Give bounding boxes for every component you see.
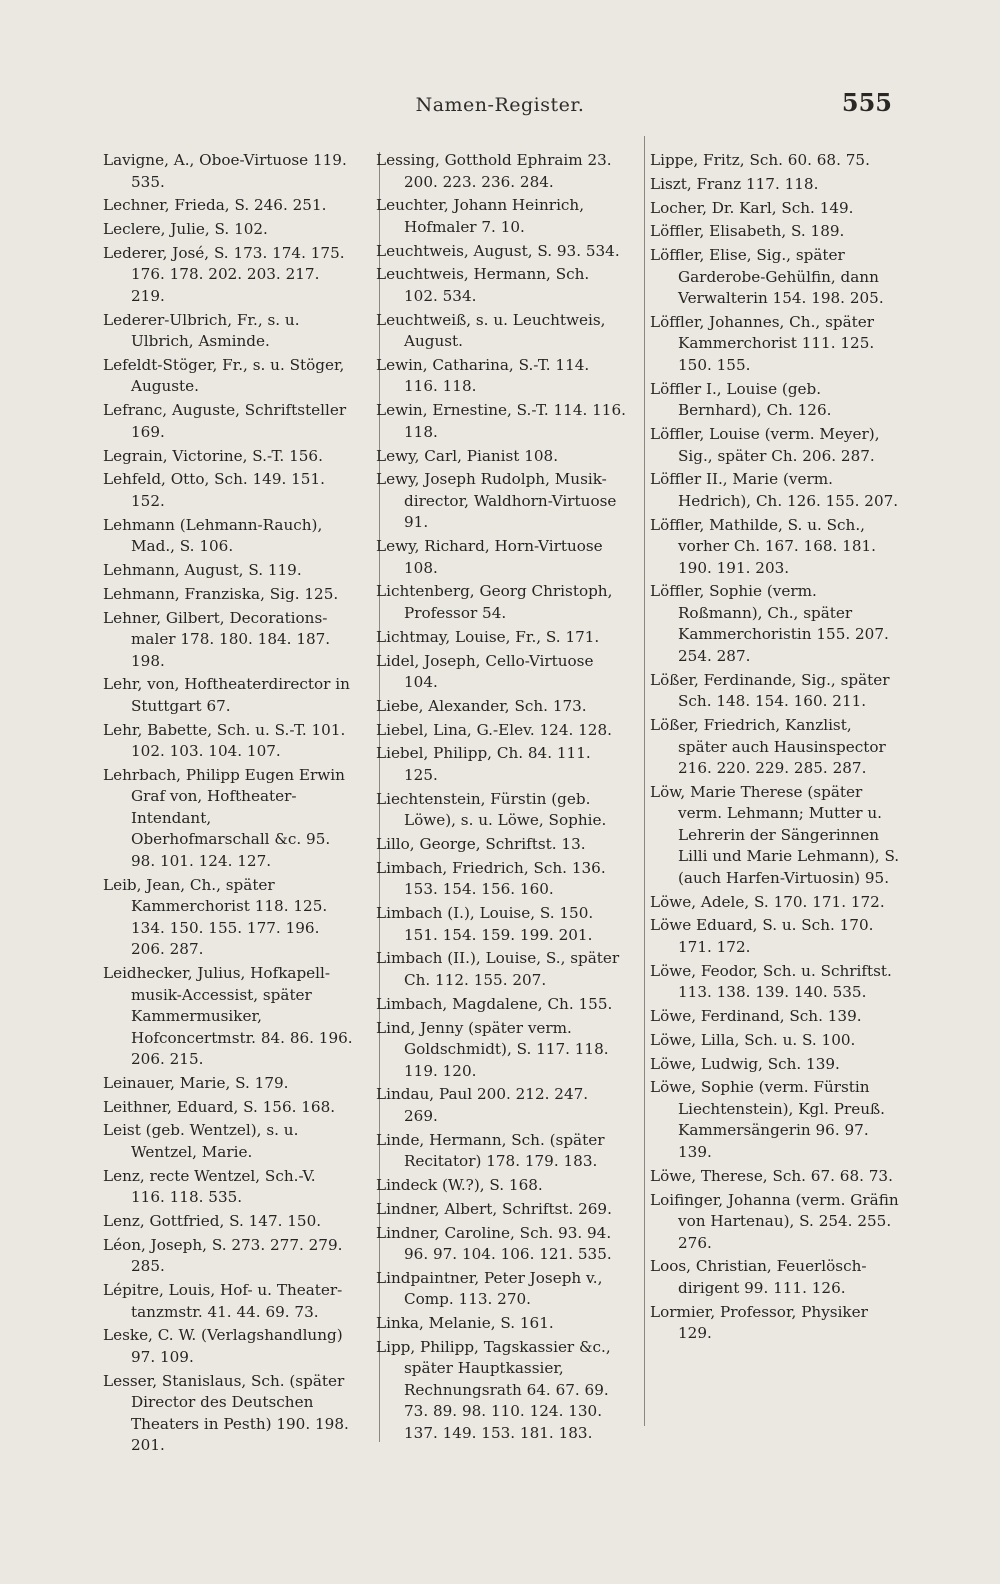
page-number: 555 bbox=[841, 88, 892, 117]
register-entry: Leuchter, Johann Heinrich, Hofmaler 7. 10. bbox=[376, 196, 585, 236]
register-entry: Lindpaintner, Peter Joseph v., Comp. 113. 270. bbox=[376, 1268, 603, 1309]
register-entry: Leidhecker, Julius, Hofkapell-musik-Accessist, später Kammermusiker, Hofconcertmstr. 84. 86. 196. 206. 215. bbox=[103, 964, 353, 1069]
register-entry: Locher, Dr. Karl, Sch. 149. bbox=[650, 198, 854, 217]
register-entry: Leuchtweis, August, S. 93. 534. bbox=[376, 241, 620, 260]
register-entry: Lehmann, Franziska, Sig. 125. bbox=[103, 584, 339, 603]
register-entry: Lindner, Caroline, Sch. 93. 94. 96. 97. 104. 106. 121. 535. bbox=[376, 1223, 612, 1264]
register-entry: Löwe, Ferdinand, Sch. 139. bbox=[650, 1007, 862, 1026]
register-entry: Linka, Melanie, S. 161. bbox=[376, 1314, 554, 1333]
register-entry: Löwe Eduard, S. u. Sch. 170. 171. 172. bbox=[650, 916, 874, 956]
register-entry: Lehner, Gilbert, Decorations-maler 178. 180. 184. 187. 198. bbox=[103, 608, 331, 670]
register-entry: Lewy, Joseph Rudolph, Musik-director, Waldhorn-Virtuose 91. bbox=[376, 470, 617, 532]
register-entry: Lépitre, Louis, Hof- u. Theater-tanzmstr. 41. 44. 69. 73. bbox=[103, 1281, 343, 1321]
register-entry: Lippe, Fritz, Sch. 60. 68. 75. bbox=[650, 151, 870, 169]
register-entry: Liebel, Lina, G.-Elev. 124. 128. bbox=[376, 720, 612, 739]
register-entry: Löffler II., Marie (verm. Hedrich), Ch. 126. 155. 207. bbox=[650, 470, 899, 510]
register-entry: Leithner, Eduard, S. 156. 168. bbox=[103, 1097, 336, 1116]
register-entry: Leib, Jean, Ch., später Kammerchorist 118. 125. 134. 150. 155. 177. 196. 206. 287. bbox=[103, 875, 328, 959]
register-entry: Limbach, Magdalene, Ch. 155. bbox=[376, 994, 613, 1013]
register-entry: Lewy, Carl, Pianist 108. bbox=[376, 446, 559, 465]
register-entry: Lefeldt-Stöger, Fr., s. u. Stöger, Auguste. bbox=[103, 355, 345, 396]
register-entry: Liszt, Franz 117. 118. bbox=[650, 174, 819, 193]
register-column-3 bbox=[650, 150, 900, 1347]
register-entry: Lößer, Friedrich, Kanzlist, später auch Hausinspector 216. 220. 229. 285. 287. bbox=[650, 716, 886, 778]
register-entry: Lidel, Joseph, Cello-Virtuose 104. bbox=[376, 651, 594, 692]
register-entry: Lehrbach, Philipp Eugen Erwin Graf von, Hoftheater-Intendant, Oberhofmarschall &c. 95. 98. 101. 124. 127. bbox=[103, 765, 345, 870]
register-entry: Lechner, Frieda, S. 246. 251. bbox=[103, 196, 327, 215]
register-entry: Lormier, Professor, Physiker 129. bbox=[650, 1302, 868, 1343]
register-entry: Lehr, von, Hoftheaterdirector in Stuttgart 67. bbox=[103, 675, 350, 715]
register-entry: Lehmann, August, S. 119. bbox=[103, 560, 302, 579]
register-entry: Löffler, Mathilde, S. u. Sch., vorher Ch. 167. 168. 181. 190. 191. 203. bbox=[650, 515, 877, 577]
register-entry: Legrain, Victorine, S.-T. 156. bbox=[103, 446, 323, 465]
register-column-1 bbox=[103, 150, 353, 1459]
register-entry: Lefranc, Auguste, Schriftsteller 169. bbox=[103, 401, 347, 441]
register-entry: Leske, C. W. (Verlagshandlung) 97. 109. bbox=[103, 1326, 343, 1366]
register-entry: Lessing, Gotthold Ephraim 23. 200. 223. 236. 284. bbox=[376, 151, 612, 191]
register-entry: Lindner, Albert, Schriftst. 269. bbox=[376, 1199, 612, 1218]
register-entry: Lederer, José, S. 173. 174. 175. 176. 178. 202. 203. 217. 219. bbox=[103, 243, 345, 305]
register-entry: Löwe, Sophie (verm. Fürstin Liechtenstein), Kgl. Preuß. Kammersängerin 96. 97. 139. bbox=[650, 1078, 885, 1161]
register-entry: Lindeck (W.?), S. 168. bbox=[376, 1175, 543, 1194]
register-entry: Lillo, George, Schriftst. 13. bbox=[376, 835, 586, 854]
register-entry: Löw, Marie Therese (später verm. Lehmann; Mutter u. Lehrerin der Sängerinnen Lilli und Marie Lehmann), S. (auch Harfen-Virtuosin) 95. bbox=[650, 782, 900, 887]
register-entry: Löwe, Feodor, Sch. u. Schriftst. 113. 138. 139. 140. 535. bbox=[650, 961, 892, 1002]
register-entry: Löffler I., Louise (geb. Bernhard), Ch. 126. bbox=[650, 379, 832, 420]
register-entry: Lederer-Ulbrich, Fr., s. u. Ulbrich, Asminde. bbox=[103, 310, 300, 351]
register-entry: Löffler, Elise, Sig., später Garderobe-Gehülfin, dann Verwalterin 154. 198. 205. bbox=[650, 246, 884, 308]
column-divider bbox=[644, 136, 645, 1426]
register-entry: Lavigne, A., Oboe-Virtuose 119. 535. bbox=[103, 151, 347, 191]
register-column-2 bbox=[376, 150, 626, 1447]
register-entry: Liebel, Philipp, Ch. 84. 111. 125. bbox=[376, 744, 591, 784]
register-entry: Loos, Christian, Feuerlösch-dirigent 99. 111. 126. bbox=[650, 1257, 867, 1297]
register-entry: Liechtenstein, Fürstin (geb. Löwe), s. u. Löwe, Sophie. bbox=[376, 789, 607, 830]
register-entry: Lewin, Catharina, S.-T. 114. 116. 118. bbox=[376, 355, 590, 396]
register-entry: Lewin, Ernestine, S.-T. 114. 116. 118. bbox=[376, 401, 626, 441]
register-entry: Leist (geb. Wentzel), s. u. Wentzel, Marie. bbox=[103, 1121, 299, 1161]
register-entry: Loifinger, Johanna (verm. Gräfin von Hartenau), S. 254. 255. 276. bbox=[650, 1190, 899, 1252]
register-entry: Leuchtweiß, s. u. Leuchtweis, August. bbox=[376, 310, 606, 351]
register-entry: Limbach, Friedrich, Sch. 136. 153. 154. 156. 160. bbox=[376, 858, 606, 899]
register-entry: Löwe, Lilla, Sch. u. S. 100. bbox=[650, 1030, 856, 1049]
register-entry: Lenz, recte Wentzel, Sch.-V. 116. 118. 535. bbox=[103, 1166, 316, 1207]
register-entry: Léon, Joseph, S. 273. 277. 279. 285. bbox=[103, 1235, 343, 1276]
register-entry: Linde, Hermann, Sch. (später Recitator) 178. 179. 183. bbox=[376, 1130, 605, 1171]
register-entry: Löffler, Louise (verm. Meyer), Sig., später Ch. 206. 287. bbox=[650, 425, 880, 465]
register-entry: Löwe, Therese, Sch. 67. 68. 73. bbox=[650, 1166, 893, 1185]
register-entry: Lesser, Stanislaus, Sch. (später Director des Deutschen Theaters in Pesth) 190. 198. 201. bbox=[103, 1371, 349, 1455]
register-entry: Liebe, Alexander, Sch. 173. bbox=[376, 696, 587, 715]
register-entry: Löffler, Johannes, Ch., später Kammerchorist 111. 125. 150. 155. bbox=[650, 312, 875, 374]
register-entry: Lehmann (Lehmann-Rauch), Mad., S. 106. bbox=[103, 515, 323, 556]
register-entry: Lößer, Ferdinande, Sig., später Sch. 148. 154. 160. 211. bbox=[650, 670, 890, 711]
register-entry: Lipp, Philipp, Tagskassier &c., später Hauptkassier, Rechnungsrath 64. 67. 69. 73. 89. 98. 110. 124. 130. 137. 149. 153. 181. 183. bbox=[376, 1337, 611, 1442]
register-entry: Leuchtweis, Hermann, Sch. 102. 534. bbox=[376, 265, 590, 305]
register-entry: Limbach (II.), Louise, S., später Ch. 112. 155. 207. bbox=[376, 949, 620, 989]
page-title: Namen-Register. bbox=[415, 94, 585, 116]
register-entry: Lindau, Paul 200. 212. 247. 269. bbox=[376, 1085, 589, 1125]
register-entry: Lichtenberg, Georg Christoph, Professor 54. bbox=[376, 582, 613, 622]
register-entry: Limbach (I.), Louise, S. 150. 151. 154. 159. 199. 201. bbox=[376, 904, 594, 944]
register-entry: Lehfeld, Otto, Sch. 149. 151. 152. bbox=[103, 470, 325, 510]
register-entry: Lind, Jenny (später verm. Goldschmidt), S. 117. 118. 119. 120. bbox=[376, 1018, 609, 1080]
register-entry: Leinauer, Marie, S. 179. bbox=[103, 1073, 289, 1092]
register-entry: Löffler, Elisabeth, S. 189. bbox=[650, 222, 845, 241]
register-entry: Lichtmay, Louise, Fr., S. 171. bbox=[376, 627, 600, 646]
register-entry: Leclere, Julie, S. 102. bbox=[103, 220, 268, 239]
register-entry: Lenz, Gottfried, S. 147. 150. bbox=[103, 1212, 322, 1231]
register-entry: Löffler, Sophie (verm. Roßmann), Ch., später Kammerchoristin 155. 207. 254. 287. bbox=[650, 582, 889, 665]
register-entry: Lewy, Richard, Horn-Virtuose 108. bbox=[376, 537, 603, 577]
register-entry: Lehr, Babette, Sch. u. S.-T. 101. 102. 103. 104. 107. bbox=[103, 720, 346, 761]
register-entry: Löwe, Ludwig, Sch. 139. bbox=[650, 1054, 840, 1073]
register-entry: Löwe, Adele, S. 170. 171. 172. bbox=[650, 892, 885, 911]
